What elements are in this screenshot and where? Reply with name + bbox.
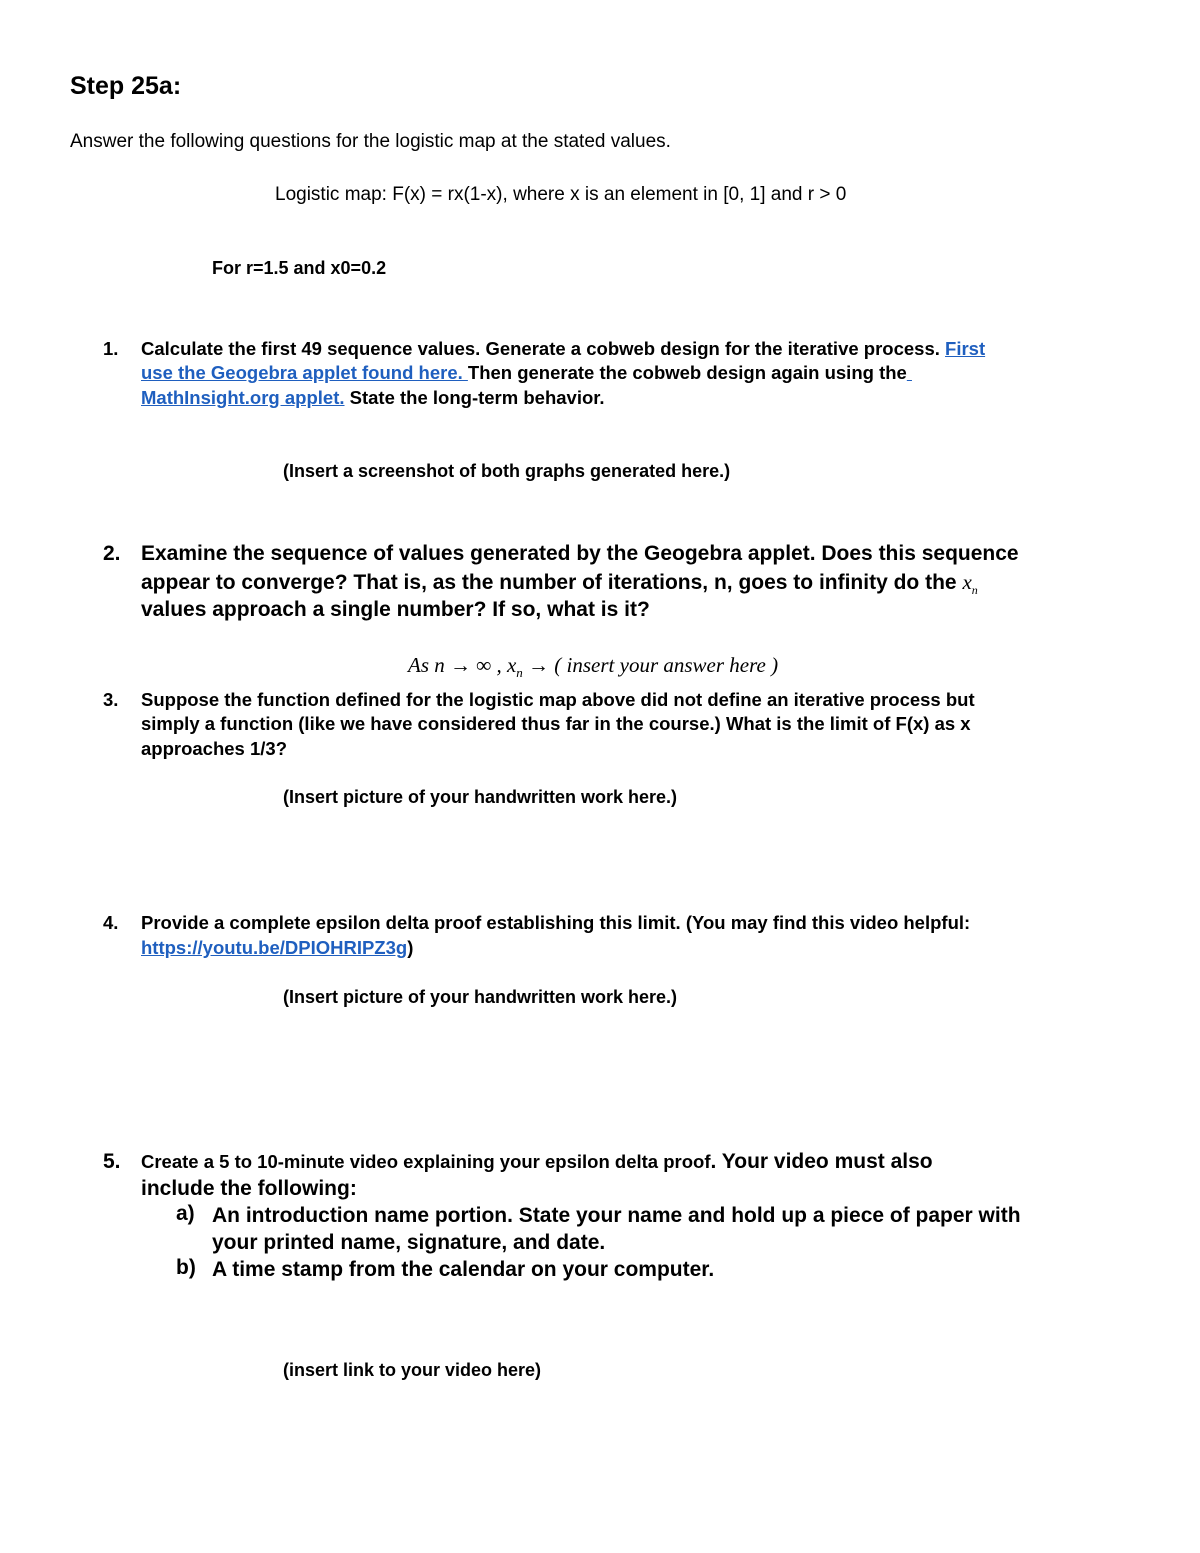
question-1-number: 1. xyxy=(103,338,119,359)
question-5-number: 5. xyxy=(103,1150,121,1173)
question-5-line-1 xyxy=(141,1148,933,1176)
logistic-map-formula: Logistic map: F(x) = rx(1-x), where x is an element in [0, 1] and r > 0 xyxy=(275,184,847,205)
question-3-line-2: simply a function (like we have considered thus far in the course.) What is the limit of F(x) as x xyxy=(141,713,971,734)
mathinsight-link[interactable]: MathInsight.org applet. xyxy=(141,387,345,408)
question-2-text-2: appear to converge? That is, as the number of iterations, n, goes to infinity do the xyxy=(141,571,963,594)
question-1-text-3: State the long-term behavior. xyxy=(344,387,605,408)
geogebra-link-part-2[interactable]: use the Geogebra applet found here. xyxy=(141,362,468,383)
question-3-number: 3. xyxy=(103,689,119,710)
question-4-placeholder: (Insert picture of your handwritten work here.) xyxy=(283,987,678,1007)
geogebra-link-part-1[interactable]: First xyxy=(945,338,986,359)
limit-equation: As n → ∞ , $x_n$ → ( insert your answer here ) xyxy=(408,653,779,681)
youtube-video-link[interactable]: https://youtu.be/DPIOHRIPZ3g xyxy=(141,937,408,958)
mathinsight-link-gap[interactable] xyxy=(907,362,912,383)
question-3-line-1: Suppose the function defined for the logistic map above did not define an iterative process but xyxy=(141,689,975,710)
question-1-line-2 xyxy=(141,361,912,386)
question-2-line-3: values approach a single number? If so, what is it? xyxy=(141,598,650,621)
question-2-number: 2. xyxy=(103,542,121,565)
question-4-number: 4. xyxy=(103,912,119,933)
question-3-placeholder: (Insert picture of your handwritten work here.) xyxy=(283,787,678,807)
question-1-line-1 xyxy=(141,337,985,362)
x-n-symbol: $x_n$ xyxy=(962,570,978,598)
subitem-b-line-1: A time stamp from the calendar on your computer. xyxy=(212,1258,715,1281)
question-4-line-2: https://youtu.be/DPIOHRIPZ3g) xyxy=(141,937,414,958)
question-4-line-1: Provide a complete epsilon delta proof establishing this limit. (You may find this video helpful: xyxy=(141,912,971,933)
intro-text: Answer the following questions for the logistic map at the stated values. xyxy=(70,131,671,152)
question-5-text-1b: . Your video must also xyxy=(710,1150,933,1173)
question-2-line-1: Examine the sequence of values generated by the Geogebra applet. Does this sequence xyxy=(141,542,1019,565)
question-5-placeholder: (insert link to your video here) xyxy=(283,1360,542,1380)
question-5-line-2: include the following: xyxy=(141,1177,357,1200)
question-3-line-3: approaches 1/3? xyxy=(141,738,288,759)
question-1-text-2: Then generate the cobweb design again using the xyxy=(467,362,907,383)
question-1-text-1: Calculate the first 49 sequence values. Generate a cobweb design for the iterative process. xyxy=(141,338,946,359)
subitem-a-line-1: An introduction name portion. State your name and hold up a piece of paper with xyxy=(212,1204,1021,1227)
subitem-a-letter: a) xyxy=(176,1202,195,1225)
question-1-placeholder: (Insert a screenshot of both graphs generated here.) xyxy=(283,461,731,481)
parameter-condition: For r=1.5 and x0=0.2 xyxy=(212,258,387,278)
subitem-a-line-2: your printed name, signature, and date. xyxy=(212,1231,606,1254)
question-5-text-1a: Create a 5 to 10-minute video explaining your epsilon delta proof xyxy=(141,1151,711,1172)
subitem-b-letter: b) xyxy=(176,1256,196,1279)
page-title: Step 25a: xyxy=(70,72,182,100)
question-1-line-3 xyxy=(141,386,605,411)
